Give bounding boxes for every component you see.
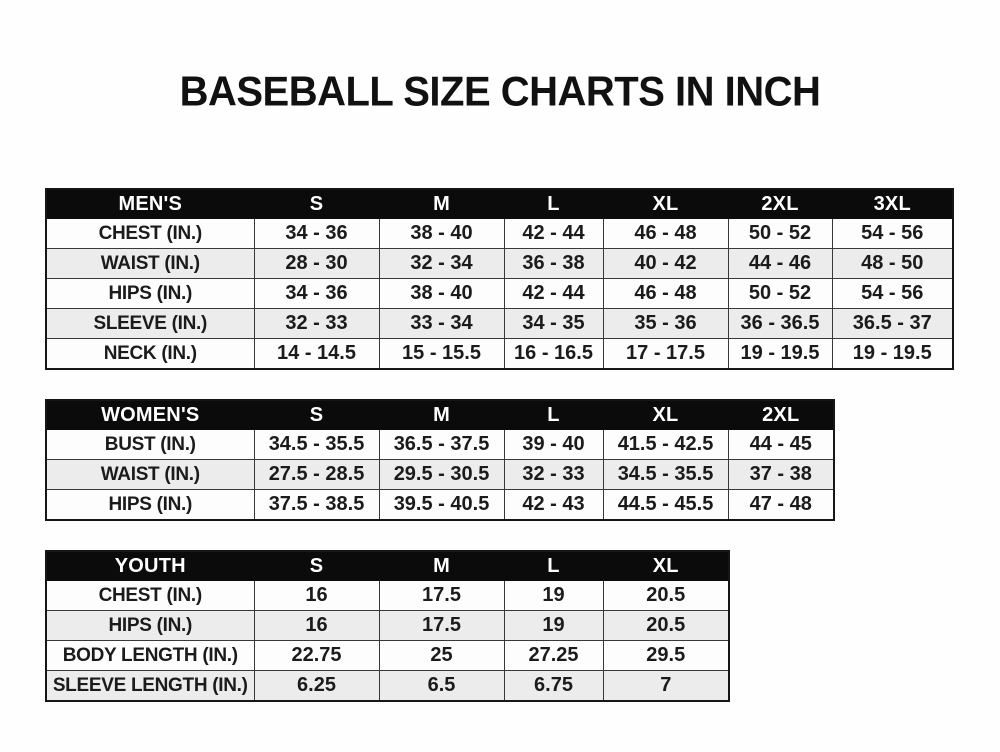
size-value: 44 - 45	[728, 430, 834, 460]
youth-size-header-l: L	[504, 551, 603, 581]
mens-size-header-2xl: 2XL	[728, 189, 832, 219]
measurement-label: HIPS (IN.)	[46, 279, 254, 309]
size-value: 17 - 17.5	[603, 339, 728, 370]
size-value: 41.5 - 42.5	[603, 430, 728, 460]
size-value: 7	[603, 671, 729, 702]
size-value: 50 - 52	[728, 279, 832, 309]
size-value: 34 - 36	[254, 279, 379, 309]
youth-size-header-s: S	[254, 551, 379, 581]
size-value: 38 - 40	[379, 279, 504, 309]
womens-measurement-row	[46, 430, 834, 460]
size-value: 27.25	[504, 641, 603, 671]
size-value: 6.25	[254, 671, 379, 702]
measurement-label: HIPS (IN.)	[46, 490, 254, 521]
size-value: 50 - 52	[728, 219, 832, 249]
size-value: 25	[379, 641, 504, 671]
size-value: 16	[254, 581, 379, 611]
youth-size-table	[45, 550, 730, 702]
size-value: 47 - 48	[728, 490, 834, 521]
measurement-label: SLEEVE (IN.)	[46, 309, 254, 339]
size-value: 44.5 - 45.5	[603, 490, 728, 521]
measurement-label: CHEST (IN.)	[46, 581, 254, 611]
size-value: 33 - 34	[379, 309, 504, 339]
measurement-label: CHEST (IN.)	[46, 219, 254, 249]
size-value: 29.5	[603, 641, 729, 671]
size-value: 28 - 30	[254, 249, 379, 279]
mens-size-header-3xl: 3XL	[832, 189, 953, 219]
size-value: 42 - 44	[504, 219, 603, 249]
size-value: 37 - 38	[728, 460, 834, 490]
size-value: 38 - 40	[379, 219, 504, 249]
size-value: 17.5	[379, 611, 504, 641]
size-value: 6.5	[379, 671, 504, 702]
size-value: 36.5 - 37.5	[379, 430, 504, 460]
tables-container	[45, 0, 1000, 752]
size-value: 36.5 - 37	[832, 309, 953, 339]
size-value: 42 - 44	[504, 279, 603, 309]
size-value: 20.5	[603, 611, 729, 641]
mens-measurement-row	[46, 249, 953, 279]
youth-header-row	[46, 551, 729, 581]
measurement-label: SLEEVE LENGTH (IN.)	[46, 671, 254, 702]
womens-header-row	[46, 400, 834, 430]
youth-measurement-row	[46, 671, 729, 702]
youth-table-title: YOUTH	[46, 551, 254, 581]
size-value: 16 - 16.5	[504, 339, 603, 370]
womens-size-header-2xl: 2XL	[728, 400, 834, 430]
measurement-label: WAIST (IN.)	[46, 460, 254, 490]
size-value: 46 - 48	[603, 219, 728, 249]
size-value: 19 - 19.5	[728, 339, 832, 370]
size-value: 36 - 36.5	[728, 309, 832, 339]
mens-table-title: MEN'S	[46, 189, 254, 219]
mens-size-header-m: M	[379, 189, 504, 219]
size-value: 19	[504, 581, 603, 611]
womens-size-header-s: S	[254, 400, 379, 430]
size-value: 22.75	[254, 641, 379, 671]
measurement-label: BUST (IN.)	[46, 430, 254, 460]
size-value: 29.5 - 30.5	[379, 460, 504, 490]
size-value: 32 - 33	[254, 309, 379, 339]
measurement-label: WAIST (IN.)	[46, 249, 254, 279]
mens-measurement-row	[46, 339, 953, 370]
size-value: 32 - 33	[504, 460, 603, 490]
youth-size-header-m: M	[379, 551, 504, 581]
size-value: 27.5 - 28.5	[254, 460, 379, 490]
youth-measurement-row	[46, 581, 729, 611]
size-value: 35 - 36	[603, 309, 728, 339]
size-value: 19 - 19.5	[832, 339, 953, 370]
mens-measurement-row	[46, 279, 953, 309]
measurement-label: NECK (IN.)	[46, 339, 254, 370]
mens-size-header-l: L	[504, 189, 603, 219]
womens-table-title: WOMEN'S	[46, 400, 254, 430]
size-value: 14 - 14.5	[254, 339, 379, 370]
size-value: 16	[254, 611, 379, 641]
womens-measurement-row	[46, 490, 834, 521]
size-value: 34.5 - 35.5	[603, 460, 728, 490]
womens-size-header-l: L	[504, 400, 603, 430]
size-value: 46 - 48	[603, 279, 728, 309]
size-value: 40 - 42	[603, 249, 728, 279]
size-value: 37.5 - 38.5	[254, 490, 379, 521]
size-value: 36 - 38	[504, 249, 603, 279]
size-value: 54 - 56	[832, 279, 953, 309]
size-value: 34.5 - 35.5	[254, 430, 379, 460]
womens-size-header-xl: XL	[603, 400, 728, 430]
measurement-label: BODY LENGTH (IN.)	[46, 641, 254, 671]
youth-measurement-row	[46, 641, 729, 671]
size-value: 6.75	[504, 671, 603, 702]
mens-size-header-s: S	[254, 189, 379, 219]
size-value: 42 - 43	[504, 490, 603, 521]
size-value: 48 - 50	[832, 249, 953, 279]
page-title: BASEBALL SIZE CHARTS IN INCH	[179, 69, 821, 115]
size-value: 44 - 46	[728, 249, 832, 279]
measurement-label: HIPS (IN.)	[46, 611, 254, 641]
size-value: 39 - 40	[504, 430, 603, 460]
size-value: 34 - 36	[254, 219, 379, 249]
size-value: 32 - 34	[379, 249, 504, 279]
mens-measurement-row	[46, 219, 953, 249]
mens-header-row	[46, 189, 953, 219]
youth-measurement-row	[46, 611, 729, 641]
womens-measurement-row	[46, 460, 834, 490]
womens-size-header-m: M	[379, 400, 504, 430]
size-value: 17.5	[379, 581, 504, 611]
size-value: 15 - 15.5	[379, 339, 504, 370]
mens-size-header-xl: XL	[603, 189, 728, 219]
size-value: 20.5	[603, 581, 729, 611]
womens-size-table	[45, 399, 835, 521]
size-value: 54 - 56	[832, 219, 953, 249]
size-value: 19	[504, 611, 603, 641]
mens-measurement-row	[46, 309, 953, 339]
youth-size-header-xl: XL	[603, 551, 729, 581]
size-value: 39.5 - 40.5	[379, 490, 504, 521]
mens-size-table	[45, 188, 954, 370]
size-value: 34 - 35	[504, 309, 603, 339]
